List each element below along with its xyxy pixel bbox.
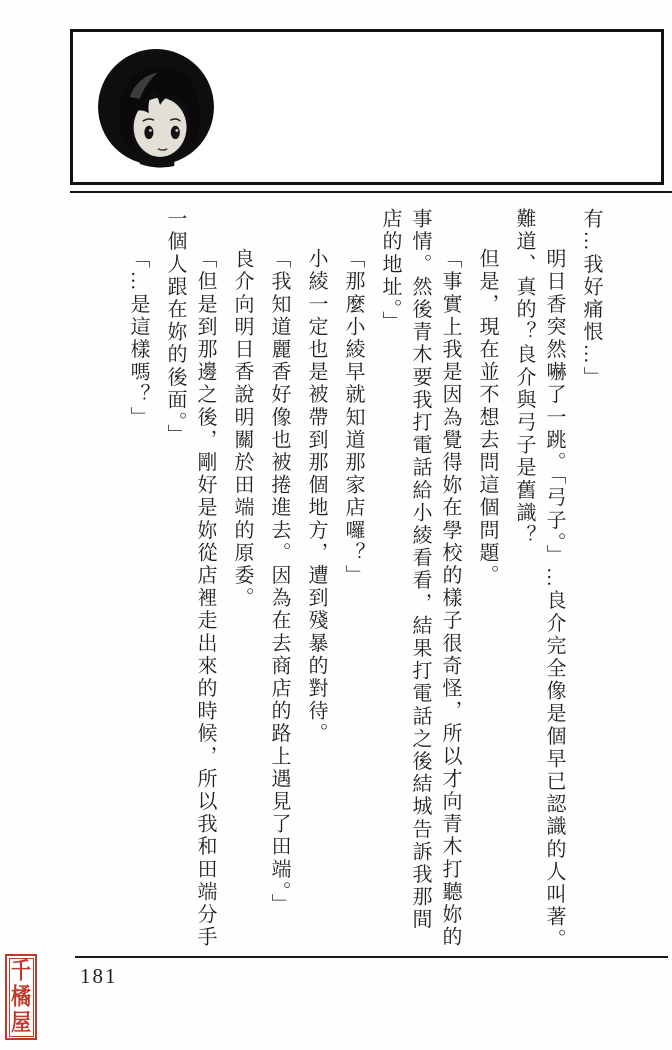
header-frame xyxy=(70,29,664,185)
novel-text-block xyxy=(123,208,606,952)
paragraph: 小綾一定也是被帶到那個地方，遭到殘暴的對待。 xyxy=(305,248,327,746)
paragraph: 明日香突然嚇了一跳。「弓子。」…良介完全像是個早已認識的人叫著。難道、真的？良介與弓子是舊識？ xyxy=(513,208,565,952)
paragraph: 「…是這樣嗎？」 xyxy=(127,248,149,429)
watermark-seal xyxy=(5,954,37,1040)
paragraph: 但是，現在並不想去問這個問題。 xyxy=(476,248,498,587)
header-divider-line xyxy=(70,191,672,193)
paragraph: 「我知道麗香好像也被捲進去。因為在去商店的路上遇見了田端。」 xyxy=(268,248,290,916)
paragraph: 「事實上我是因為覺得妳在學校的樣子很奇怪，所以才向青木打聽妳的事情。然後青木要我打電話給小綾看看，結果打電話之後結城告訴我那間店的地址。」 xyxy=(379,208,461,949)
seal-character: 橘 xyxy=(11,984,31,1010)
seal-character: 屋 xyxy=(11,1009,31,1036)
paragraph: 「那麼小綾早就知道那家店囉？」 xyxy=(342,248,364,587)
footer-rule xyxy=(75,956,668,958)
paragraph: 良介向明日香說明關於田端的原委。 xyxy=(231,248,253,610)
seal-character: 千 xyxy=(11,958,31,984)
manga-girl-portrait-icon xyxy=(95,46,217,168)
page-number: 181 xyxy=(80,964,118,988)
paragraph: 有…我好痛恨…」 xyxy=(580,208,602,389)
paragraph: 「但是到那邊之後，剛好是妳從店裡走出來的時候，所以我和田端分手一個人跟在妳的後面。」 xyxy=(164,208,216,949)
watermark-seal-inner-border xyxy=(9,958,34,1037)
